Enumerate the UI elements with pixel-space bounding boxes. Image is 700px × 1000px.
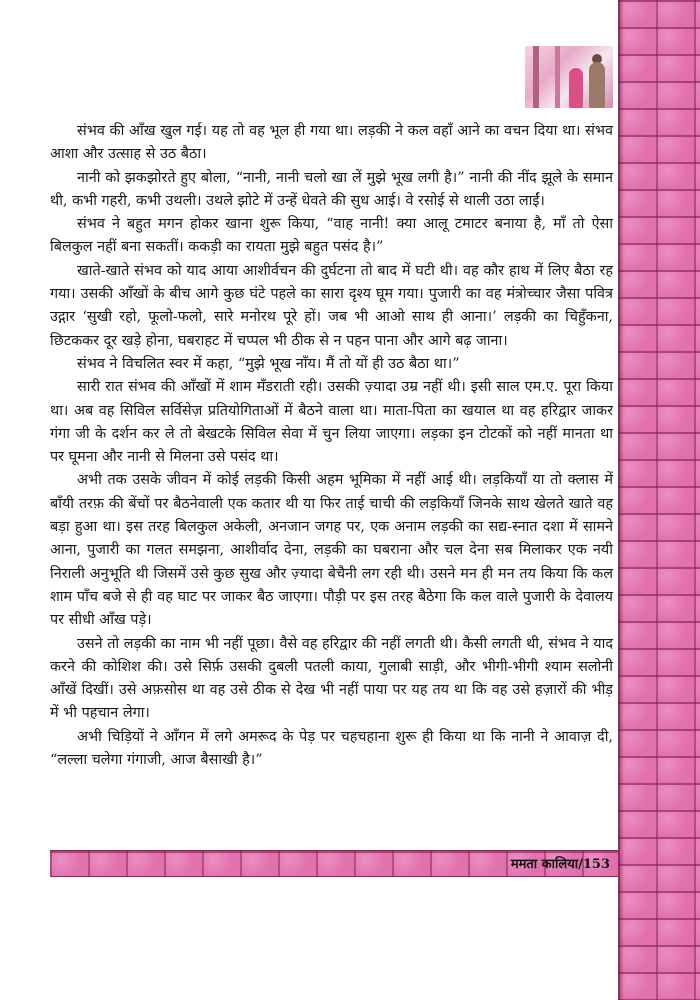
photo-figure-girl [569,68,583,108]
paragraph: अभी चिड़ियों ने आँगन में लगे अमरूद के पेड़ पर चहचहाना शुरू ही किया था कि नानी ने आवाज़ दी, “लल्ला चलेगा गंगाजी, आज बैसाखी है।” [50,728,613,769]
illustration-photo [525,46,613,108]
paragraph: संभव ने बहुत मगन होकर खाना शुरू किया, “वाह नानी! क्या आलू टमाटर बनाया है, माँ तो ऐसा बिलकुल नहीं बना सकतीं। ककड़ी का रायता मुझे बहुत पसंद है।” [50,216,613,256]
side-strip-shadow [618,0,624,1000]
paragraph: संभव ने विचलित स्वर में कहा, “मुझे भूख नाँय। मैं तो यों ही उठ बैठा था।” [77,355,460,372]
paragraph: नानी को झकझोरते हुए बोला, “नानी, नानी चलो खा लें मुझे भूख लगी है।” नानी की नींद झूले के समान थी, कभी गहरी, कभी उथली। उथले झोटे में उन्हें धेवते की सुध आई। वे रसोई से थाली उठा लाईं। [50,169,613,209]
decorative-side-strip [618,0,700,1000]
photo-figure-boy [589,62,605,108]
footer-band [50,850,618,877]
photo-tree [533,46,539,108]
paragraph: खाते-खाते संभव को याद आया आशीर्वचन की दुर्घटना तो बाद में घटी थी। वह कौर हाथ में लिए बैठा रह गया। उसकी आँखों के बीच आगे कुछ घंटे पहले का सारा दृश्य घूम गया। पुजारी का वह मंत्रोच्चार जैसा पवित्र उद्गार ‘सुखी रहो, फूलो-फलो, सारे मनोरथ पूरे हों। जब भी आओ साथ ही आना।’ लड़की का चिहुँकना, छिटककर दूर खड़े होना, घबराहट में चप्पल भी ठीक से न पहन पाना और आगे बढ़ जाना। [50,262,613,349]
photo-tree [555,46,560,108]
paragraph: उसने तो लड़की का नाम भी नहीं पूछा। वैसे वह हरिद्वार की नहीं लगती थी। कैसी लगती थी, संभव ने याद करने की कोशिश की। उसे सिर्फ़ उसकी दुबली पतली काया, गुलाबी साड़ी, और भीगी-भीगी श्याम सलोनी आँखें दिखीं। उसे अफ़सोस था वह उसे ठीक से देख भी नहीं पाया पर यह तय था कि वह उसे हज़ारों की भीड़ में भी पहचान लेगा। [50,635,613,722]
paragraph: अभी तक उसके जीवन में कोई लड़की किसी अहम भूमिका में नहीं आई थी। लड़कियाँ या तो क्लास में बाँयी तरफ़ की बेंचों पर बैठनेवाली एक कतार थी या फिर ताई चाची की लड़कियाँ जिनके साथ खेलते खाते वह बड़ा हुआ था। इस तरह बिलकुल अकेली, अनजान जगह पर, एक अनाम लड़की का सद्य-स्नात दशा में सामने आना, पुजारी का गलत समझना, आशीर्वाद देना, लड़की का घबराना और चल देना सब मिलाकर एक नयी निराली अनुभूति थी जिसमें उसे कुछ सुख और ज़्यादा बेचैनी लग रही थी। उसने मन ही मन तय किया कि कल शाम पाँच बजे से ही वह घाट पर जाकर बैठ जाएगा। पौड़ी पर इस तरह बैठेगा कि कल वाले पुजारी के देवालय पर सीधी आँख पड़े। [50,472,613,629]
footer-author-page: ममता कालिया/153 [510,857,610,872]
paragraph: संभव की आँख खुल गई। यह तो वह भूल ही गया था। लड़की ने कल वहाँ आने का वचन दिया था। संभव आशा और उत्साह से उठ बैठा। [50,123,613,163]
paragraph: सारी रात संभव की आँखों में शाम मँडराती रही। उसकी ज़्यादा उम्र नहीं थी। इसी साल एम.ए. पूरा किया था। अब वह सिविल सर्विसेज़ प्रतियोगिताओं में बैठने वाला था। माता-पिता का खयाल था वह हरिद्वार जाकर गंगा जी के दर्शन कर ले तो बेखटके सिविल सेवा में चुन लिया जाएगा। लड़का इन टोटकों को नहीं मानता था पर घूमना और नानी से मिलना उसे पसंद था। [50,379,613,466]
story-text [50,120,613,772]
